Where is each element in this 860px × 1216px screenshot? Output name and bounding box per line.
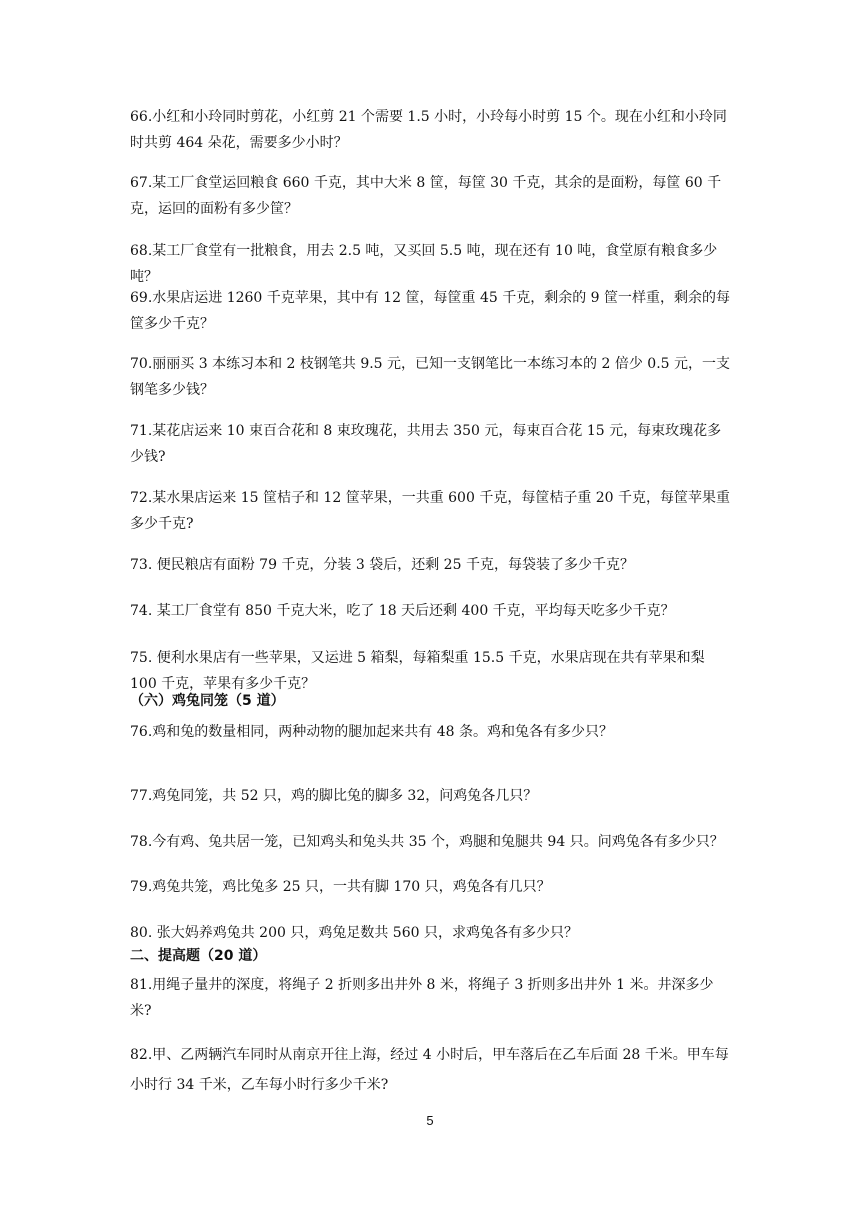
page-number: 5: [426, 1113, 434, 1128]
problem-79: 79.鸡兔共笼，鸡比兔多 25 只，一共有脚 170 只，鸡兔各有几只？: [130, 879, 551, 895]
section-heading-advanced: 二、提高题（20 道）: [130, 948, 267, 964]
problem-78: 78.今有鸡、兔共居一笼，已知鸡头和兔头共 35 个，鸡腿和兔腿共 94 只。问鸡兔各有多少只？: [130, 834, 724, 850]
problem-76: 76.鸡和兔的数量相同，两种动物的腿加起来共有 48 条。鸡和兔各有多少只？: [130, 724, 613, 740]
problem-69: 69.水果店运进 1260 千克苹果，其中有 12 筐，每筐重 45 千克，剩余的 9 筐一样重，剩余的每筐多少千克？: [130, 290, 731, 332]
problem-81: 81.用绳子量井的深度，将绳子 2 折则多出井外 8 米，将绳子 3 折则多出井外 1 米。井深多少米?: [130, 977, 714, 1019]
problem-72: 72.某水果店运来 15 筐桔子和 12 筐苹果，一共重 600 千克，每筐桔子重 20 千克，每筐苹果重多少千克?: [130, 490, 731, 532]
problem-75: 75. 便利水果店有一些苹果，又运进 5 箱梨，每箱梨重 15.5 千克，水果店现在共有苹果和梨 100 千克，苹果有多少千克？: [130, 650, 705, 692]
section-heading-chicken-rabbit: （六）鸡兔同笼（5 道）: [130, 693, 285, 709]
problem-80: 80. 张大妈养鸡兔共 200 只，鸡兔足数共 560 只，求鸡兔各有多少只？: [130, 925, 578, 941]
problem-73: 73. 便民粮店有面粉 79 千克，分装 3 袋后，还剩 25 千克，每袋装了多少千克？: [130, 557, 634, 573]
problem-67: 67.某工厂食堂运回粮食 660 千克，其中大米 8 筐，每筐 30 千克，其余的是面粉，每筐 60 千克，运回的面粉有多少筐？: [130, 175, 722, 217]
problem-82: 82.甲、乙两辆汽车同时从南京开往上海，经过 4 小时后，甲车落后在乙车后面 28 千米。甲车每小时行 34 千米，乙车每小时行多少千米?: [130, 1047, 729, 1093]
problem-70: 70.丽丽买 3 本练习本和 2 枝钢笔共 9.5 元，已知一支钢笔比一本练习本的 2 倍少 0.5 元，一支钢笔多少钱？: [130, 356, 731, 398]
problem-66: 66.小红和小玲同时剪花，小红剪 21 个需要 1.5 小时，小玲每小时剪 15 个。现在小红和小玲同时共剪 464 朵花，需要多少小时？: [130, 109, 727, 151]
problem-68: 68.某工厂食堂有一批粮食，用去 2.5 吨，又买回 5.5 吨，现在还有 10 吨，食堂原有粮食多少吨？: [130, 243, 718, 285]
problem-71: 71.某花店运来 10 束百合花和 8 束玫瑰花，共用去 350 元，每束百合花 15 元，每束玫瑰花多少钱?: [130, 423, 722, 465]
problem-77: 77.鸡兔同笼，共 52 只，鸡的脚比兔的脚多 32，问鸡兔各几只？: [130, 788, 538, 804]
problem-74: 74. 某工厂食堂有 850 千克大米，吃了 18 天后还剩 400 千克，平均每天吃多少千克？: [130, 603, 675, 619]
